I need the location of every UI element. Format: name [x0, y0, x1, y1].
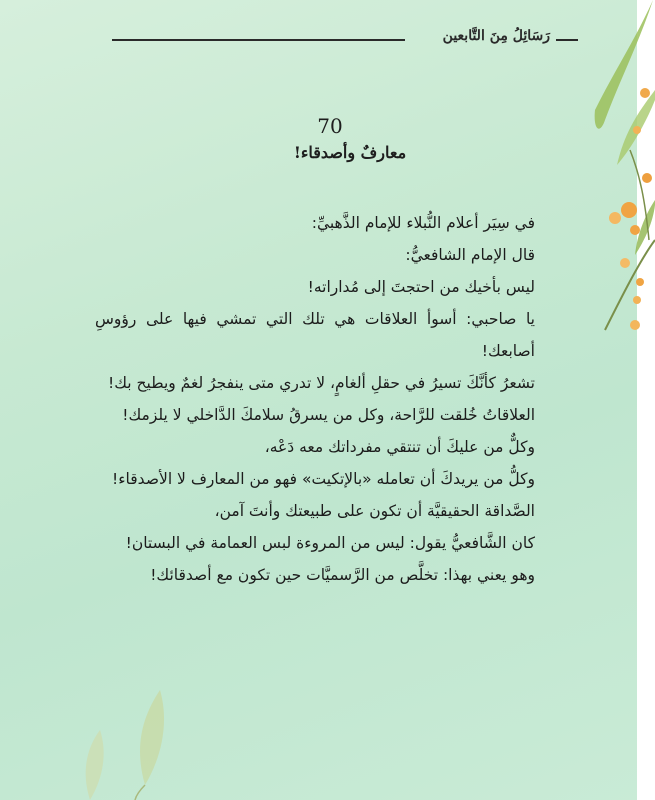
book-title: رَسَائِلُ مِنَ التَّابعين — [442, 28, 550, 44]
page-number: 70 — [317, 114, 343, 138]
paragraph: قال الإمام الشافعيُّ: — [405, 246, 535, 264]
paragraph: وهو يعني بهذا: تخلَّص من الرَّسميَّات حين تكون مع أصدقائك! — [150, 566, 535, 584]
paragraph: الصَّداقة الحقيقيَّة أن تكون على طبيعتك وأنتَ آمن، — [214, 502, 535, 520]
paragraph: العلاقاتُ خُلقت للرَّاحة، وكل من يسرقُ سلامكَ الدَّاخلي لا يلزمك! — [122, 406, 535, 424]
chapter-title: معارفٌ وأصدقاء! — [293, 143, 407, 162]
running-header — [112, 28, 550, 52]
paragraph: يا صاحبي: أسوأ العلاقات هي تلك التي تمشي فيها على رؤوسِ أصابعك! — [95, 310, 535, 360]
paragraph: ليس بأخيك من احتجتَ إلى مُداراته! — [307, 278, 535, 296]
paragraph: وكلُّ من يريدكَ أن تعامله «بالإتكيت» فهو من المعارف لا الأصدقاء! — [112, 470, 535, 488]
leaf-branch-illustration — [545, 0, 655, 360]
paragraph: تشعرُ كأنَّكَ تسيرُ في حقلِ ألغامٍ، لا تدري متى ينفجرُ لغمٌ ويطيح بك! — [108, 374, 535, 392]
body-text — [95, 207, 535, 591]
paragraph: وكلٌّ من عليكَ أن تنتقي مفرداتك معه دَعْه، — [264, 438, 535, 456]
header-rule — [112, 39, 405, 41]
paragraph: في سِيَر أعلام النُّبلاء للإمام الذَّهبيِّ: — [311, 214, 535, 232]
header-rule-short — [556, 39, 578, 41]
paragraph: كان الشَّافعيُّ يقول: ليس من المروءة لبس العمامة في البستان! — [125, 534, 535, 552]
bottom-leaves-illustration — [40, 690, 190, 800]
